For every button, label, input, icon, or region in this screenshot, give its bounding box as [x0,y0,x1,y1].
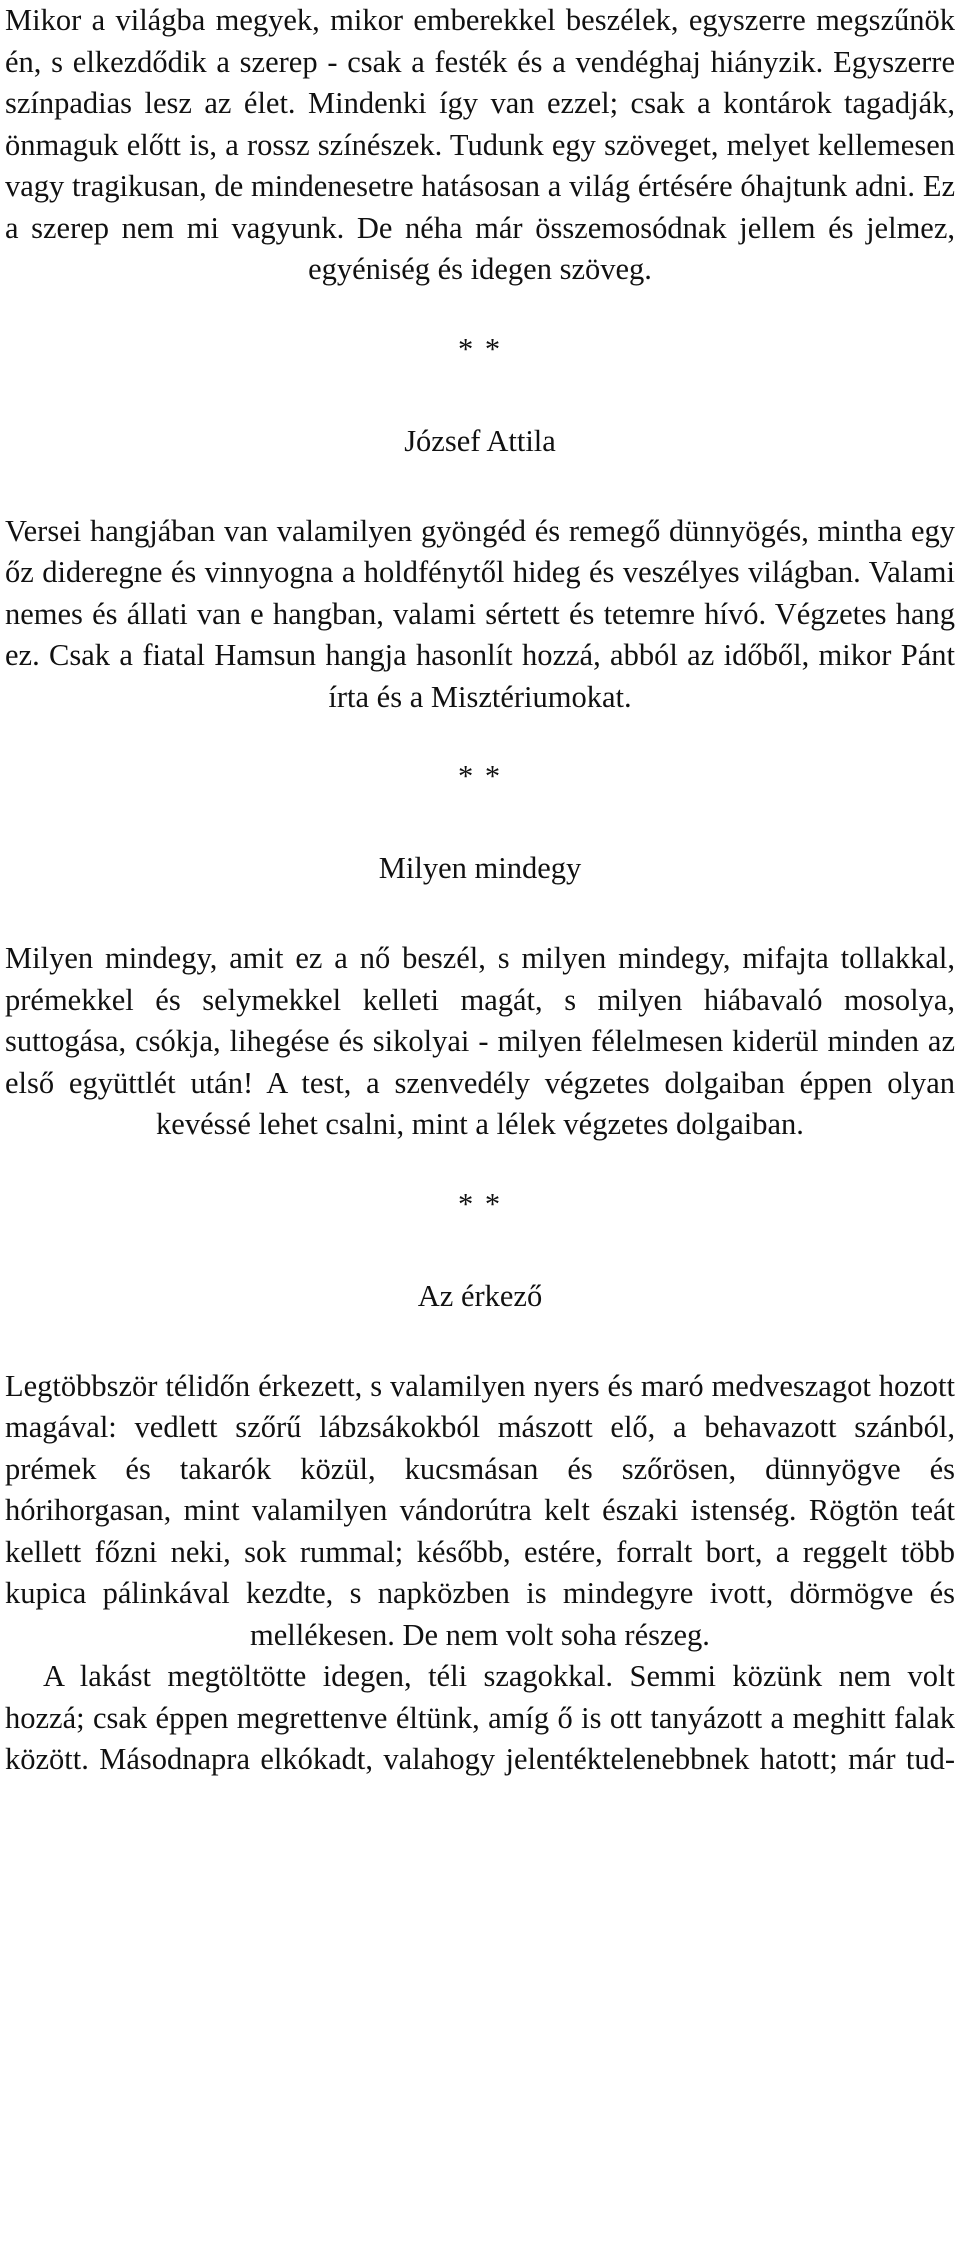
section-separator: * * [457,1186,503,1221]
jozsef-attila-paragraph: Versei hangjában van valamilyen gyöngéd és remegő dünnyögés, mintha egy őz dideregne és vinnyogna a holdfénytől hideg és veszélyes világban. Valami nemes és állati van e hangban, valami sértett és tetemre hívó. Végzetes hang ez. Csak a fiatal Hamsun hangja hasonlít hozzá, abból az időből, mikor Pánt írta és a Misztériumokat. [5,513,955,714]
section-title-milyen-mindegy: Milyen mindegy [378,851,582,885]
section-title-az-erkezo: Az érkező [417,1278,543,1313]
milyen-mindegy-paragraph: Milyen mindegy, amit ez a nő beszél, s milyen mindegy, mifajta tollakkal, prémekkel és selymekkel kelleti magát, s milyen hiábavaló mosolya, suttogása, csókja, lihegése és sikolyai - milyen félelmesen kiderül minden az első együttlét után! A test, a szenvedély végzetes dolgaiban éppen olyan kevéssé lehet csalni, mint a lélek végzetes dolgaiban. [5,941,955,1141]
opening-paragraph: Mikor a világba megyek, mikor emberekkel beszélek, egyszerre megszűnök én, s elkezdődik a szerep - csak a festék és a vendéghaj hiányzik. Egyszerre színpadias lesz az élet. Mindenki így van ezzel; csak a kontárok tagadják, önmaguk előtt is, a rossz színészek. Tudunk egy szöveget, melyet kellemesen vagy tragikusan, de mindenesetre hatásosan a világ értésére óhajtunk adni. Ez a szerep nem mi vagyunk. De néha már összemosódnak jellem és jelmez, egyéniség és idegen szöveg. [5,3,955,286]
az-erkezo-paragraph-2: A lakást megtöltötte idegen, téli szagokkal. Semmi közünk nem volt hozzá; csak éppen megrettenve éltünk, amíg ő is ott tanyázott a meghitt falak között. Másodnapra elkókadt, valahogy jelentéktelenebbnek hatott; már tud- [5,1659,955,1776]
section-title-jozsef-attila: József Attila [404,423,556,458]
section-separator: * * [457,331,503,366]
section-separator: * * [457,759,503,793]
az-erkezo-paragraph-1: Legtöbbször télidőn érkezett, s valamilyen nyers és maró medveszagot hozott magával: vedlett szőrű lábzsákokból mászott elő, a behavazott szánból, prémek és takarók közül, kucsmásan és szőrösen, dünnyögve és hórihorgasan, mint valamilyen vándorútra kelt északi istenség. Rögtön teát kellett főzni neki, sok rummal; később, estére, forralt bort, a reggelt több kupica pálinkával kezdte, s napközben is mindegyre ivott, dörmögve és mellékesen. De nem volt soha részeg. [5,1368,955,1652]
document-page [5,0,955,1781]
